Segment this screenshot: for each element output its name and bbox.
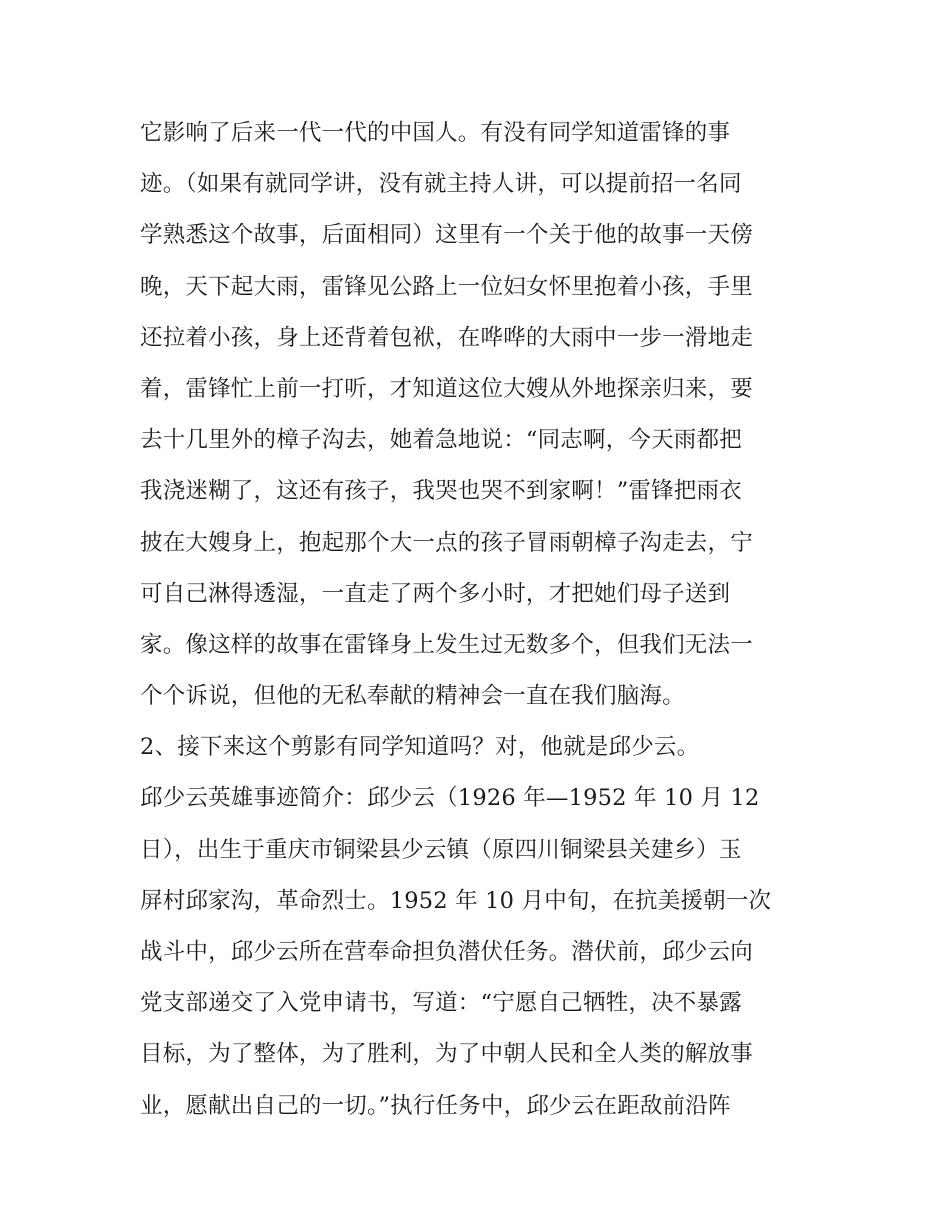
text-line: 我浇迷糊了，这还有孩子，我哭也哭不到家啊！”雷锋把雨衣	[140, 478, 742, 505]
text-line: 个个诉说，但他的无私奉献的精神会一直在我们脑海。	[140, 683, 685, 710]
text-line: 可自己淋得透湿，一直走了两个多小时，才把她们母子送到	[140, 580, 731, 607]
text-line: 着，雷锋忙上前一打听，才知道这位大嫂从外地探亲归来，要	[140, 375, 753, 402]
section-heading-line: 2、接下来这个剪影有同学知道吗？对，他就是邱少云。	[140, 734, 700, 761]
text-line: 日），出生于重庆市铜梁县少云镇（原四川铜梁县关建乡）玉	[140, 836, 742, 863]
text-line: 邱少云英雄事迹简介：邱少云（1926 年—1952 年 10 月 12	[140, 785, 760, 812]
body-text	[140, 108, 820, 1132]
text-line: 去十几里外的樟子沟去，她着急地说：“同志啊，今天雨都把	[140, 427, 742, 454]
text-line: 还拉着小孩，身上还背着包袱，在哗哗的大雨中一步一滑地走	[140, 324, 753, 351]
text-line: 家。像这样的故事在雷锋身上发生过无数多个，但我们无法一	[140, 631, 753, 658]
text-line: 目标，为了整体，为了胜利，为了中朝人民和全人类的解放事	[140, 1041, 753, 1068]
text-line: 业，愿献出自己的一切。”执行任务中，邱少云在距敌前沿阵	[140, 1092, 731, 1119]
text-line: 披在大嫂身上，抱起那个大一点的孩子冒雨朝樟子沟走去，宁	[140, 529, 753, 556]
text-line: 学熟悉这个故事，后面相同）这里有一个关于他的故事一天傍	[140, 222, 753, 249]
text-line: 战斗中，邱少云所在营奉命担负潜伏任务。潜伏前，邱少云向	[140, 939, 753, 965]
text-line: 晚，天下起大雨，雷锋见公路上一位妇女怀里抱着小孩，手里	[140, 273, 753, 300]
text-line: 党支部递交了入党申请书，写道：“宁愿自己牺牲，决不暴露	[140, 990, 742, 1017]
text-line: 迹。（如果有就同学讲，没有就主持人讲，可以提前招一名同	[140, 171, 742, 198]
text-line: 屏村邱家沟，革命烈士。1952 年 10 月中旬，在抗美援朝一次	[140, 887, 772, 914]
text-line: 它影响了后来一代一代的中国人。有没有同学知道雷锋的事	[140, 120, 731, 146]
